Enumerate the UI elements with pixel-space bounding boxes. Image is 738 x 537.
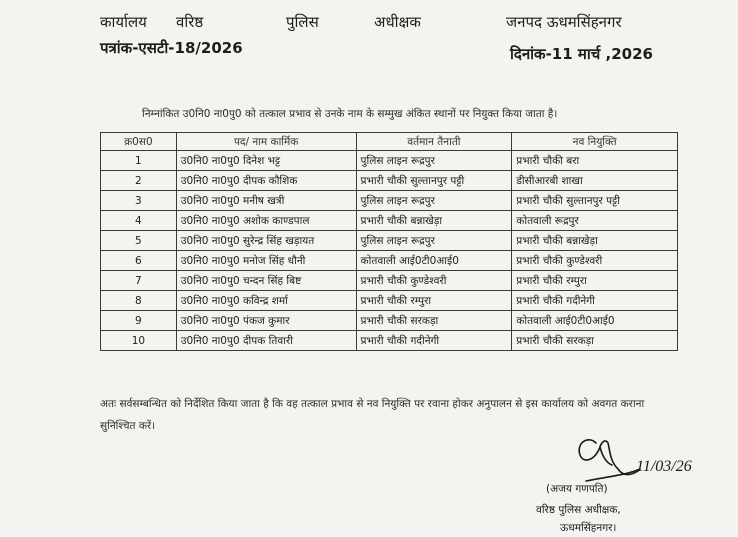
header-district: जनपद ऊधमसिंहनगर bbox=[506, 13, 622, 31]
current-posting-cell: प्रभारी चौकी सुल्तानपुर पट्टी bbox=[356, 171, 512, 191]
new-posting-cell: डीसीआरबी शाखा bbox=[512, 171, 678, 191]
intro-text: निम्नांकित उ0नि0 ना0पु0 को तत्काल प्रभाव से उनके नाम के सम्मुख अंकित स्थानों पर नियुक्त किया जाता है। bbox=[142, 108, 558, 120]
new-posting-cell: कोतवाली आई0टी0आई0 bbox=[512, 311, 678, 331]
serial-cell: 9 bbox=[101, 311, 177, 331]
table-row bbox=[101, 191, 678, 211]
table-row bbox=[101, 151, 678, 171]
header-police: पुलिस bbox=[286, 13, 319, 31]
name-cell: उ0नि0 ना0पु0 दीपक कौशिक bbox=[176, 171, 356, 191]
table-row bbox=[101, 271, 678, 291]
new-posting-cell: प्रभारी चौकी सुल्तानपुर पट्टी bbox=[512, 191, 678, 211]
name-cell: उ0नि0 ना0पु0 सुरेन्द्र सिंह खड़ायत bbox=[176, 231, 356, 251]
name-cell: उ0नि0 ना0पु0 अशोक काण्डपाल bbox=[176, 211, 356, 231]
current-posting-cell: पुलिस लाइन रूद्रपुर bbox=[356, 151, 512, 171]
serial-cell: 6 bbox=[101, 251, 177, 271]
current-posting-cell: प्रभारी चौकी कुण्डेश्वरी bbox=[356, 271, 512, 291]
current-posting-cell: प्रभारी चौकी सरकड़ा bbox=[356, 311, 512, 331]
col-header-name: पद/ नाम कार्मिक bbox=[176, 133, 356, 151]
signatory-place: ऊधमसिंहनगर। bbox=[560, 522, 617, 534]
letter-number: पत्रांक-एसटी-18/2026 bbox=[100, 39, 243, 57]
header-officer: अधीक्षक bbox=[374, 13, 421, 31]
name-cell: उ0नि0 ना0पु0 चन्दन सिंह बिष्ट bbox=[176, 271, 356, 291]
current-posting-cell: प्रभारी चौकी रम्पुरा bbox=[356, 291, 512, 311]
serial-cell: 4 bbox=[101, 211, 177, 231]
serial-cell: 7 bbox=[101, 271, 177, 291]
name-cell: उ0नि0 ना0पु0 मनीष खत्री bbox=[176, 191, 356, 211]
signature-date: 11/03/26 bbox=[636, 458, 692, 475]
col-header-new-posting: नव नियुक्ति bbox=[512, 133, 678, 151]
serial-cell: 3 bbox=[101, 191, 177, 211]
name-cell: उ0नि0 ना0पु0 कविन्द्र शर्मा bbox=[176, 291, 356, 311]
col-header-current-posting: वर्तमान तैनाती bbox=[356, 133, 512, 151]
current-posting-cell: पुलिस लाइन रूद्रपुर bbox=[356, 231, 512, 251]
table-body bbox=[101, 151, 678, 351]
table-row bbox=[101, 171, 678, 191]
table-row bbox=[101, 251, 678, 271]
new-posting-cell: प्रभारी चौकी बन्नाखेड़ा bbox=[512, 231, 678, 251]
name-cell: उ0नि0 ना0पु0 पंकज कुमार bbox=[176, 311, 356, 331]
transfer-table bbox=[100, 132, 678, 351]
serial-cell: 8 bbox=[101, 291, 177, 311]
current-posting-cell: प्रभारी चौकी गदीनेगी bbox=[356, 331, 512, 351]
header-office: कार्यालय bbox=[100, 13, 147, 31]
table-row bbox=[101, 331, 678, 351]
signature bbox=[566, 425, 706, 487]
header-senior: वरिष्ठ bbox=[176, 13, 204, 31]
serial-cell: 10 bbox=[101, 331, 177, 351]
name-cell: उ0नि0 ना0पु0 दिनेश भट्ट bbox=[176, 151, 356, 171]
new-posting-cell: प्रभारी चौकी बरा bbox=[512, 151, 678, 171]
new-posting-cell: प्रभारी चौकी कुण्डेश्वरी bbox=[512, 251, 678, 271]
new-posting-cell: प्रभारी चौकी गदीनेगी bbox=[512, 291, 678, 311]
serial-cell: 1 bbox=[101, 151, 177, 171]
table-row bbox=[101, 291, 678, 311]
current-posting-cell: पुलिस लाइन रूद्रपुर bbox=[356, 191, 512, 211]
current-posting-cell: कोतवाली आई0टी0आई0 bbox=[356, 251, 512, 271]
table-header-row bbox=[101, 133, 678, 151]
new-posting-cell: कोतवाली रूद्रपुर bbox=[512, 211, 678, 231]
table-row bbox=[101, 211, 678, 231]
serial-cell: 5 bbox=[101, 231, 177, 251]
new-posting-cell: प्रभारी चौकी रम्पुरा bbox=[512, 271, 678, 291]
instruction-text: अतः सर्वसम्बन्धित को निर्देशित किया जाता है कि वह तत्काल प्रभाव से नव नियुक्ति पर रवाना होकर अनुपालन से इस कार्यालय को अवगत कराना सुनिश्चित करें। bbox=[100, 398, 645, 432]
name-cell: उ0नि0 ना0पु0 मनोज सिंह धौनी bbox=[176, 251, 356, 271]
name-cell: उ0नि0 ना0पु0 दीपक तिवारी bbox=[176, 331, 356, 351]
signatory-name: (अजय गणपति) bbox=[546, 483, 608, 495]
col-header-serial: क्र0स0 bbox=[101, 133, 177, 151]
table-row bbox=[101, 311, 678, 331]
serial-cell: 2 bbox=[101, 171, 177, 191]
current-posting-cell: प्रभारी चौकी बन्नाखेड़ा bbox=[356, 211, 512, 231]
signatory-designation: वरिष्ठ पुलिस अधीक्षक, bbox=[536, 504, 621, 516]
table-row bbox=[101, 231, 678, 251]
letter-date: दिनांक-11 मार्च ,2026 bbox=[510, 45, 653, 63]
new-posting-cell: प्रभारी चौकी सरकड़ा bbox=[512, 331, 678, 351]
